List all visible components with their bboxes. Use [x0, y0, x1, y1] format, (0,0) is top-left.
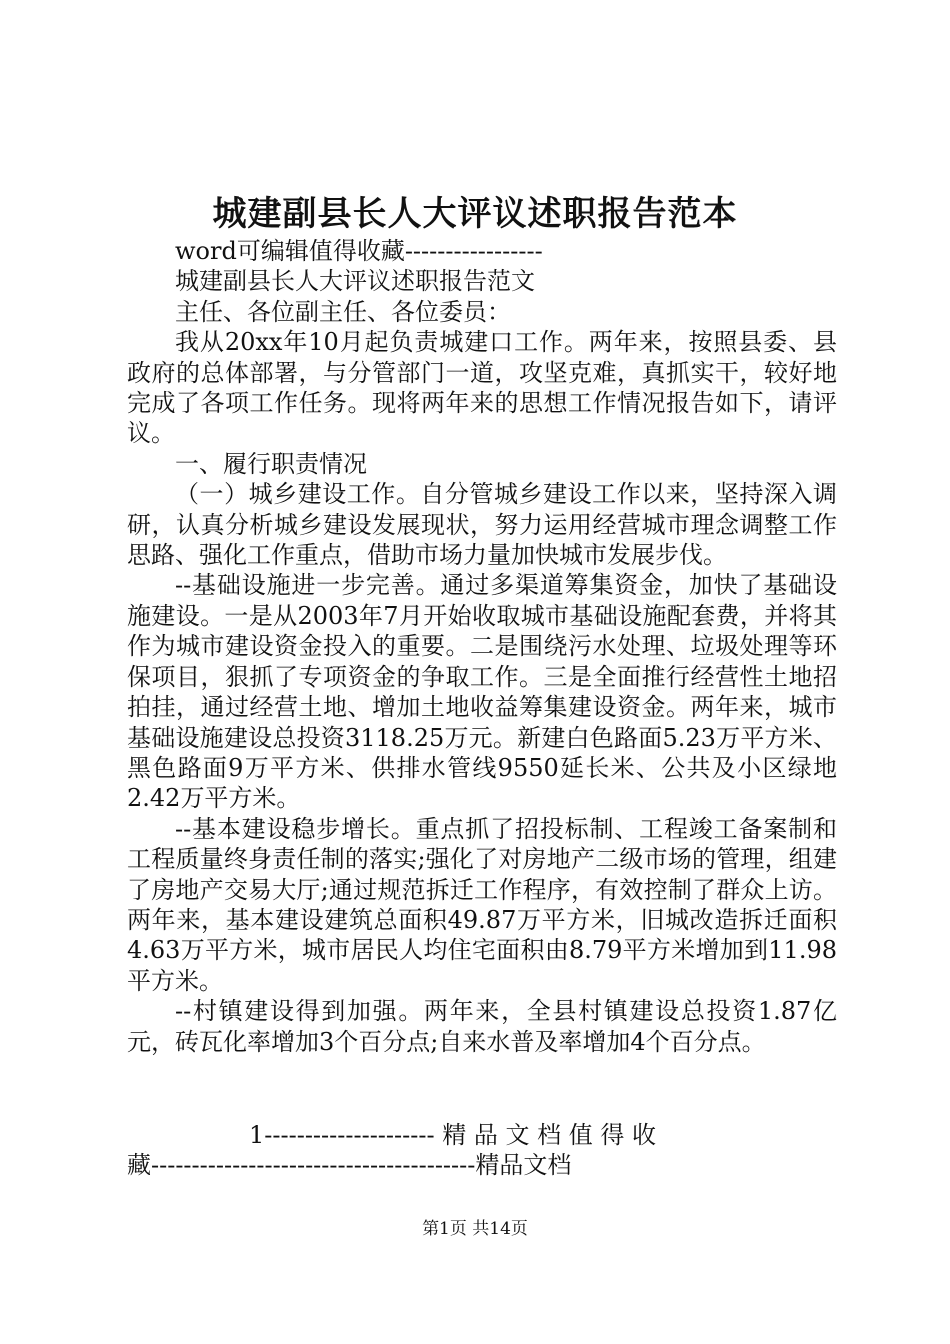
paragraph-basic-construction: --基本建设稳步增长。重点抓了招投标制、工程竣工备案制和工程质量终身责任制的落实;强化了对房地产二级市场的管理，组建了房地产交易大厅;通过规范拆迁工作程序，有效控制了群众上访。两年来，基本建设建筑总面积49.87万平方米，旧城改造拆迁面积4.63万平方米，城市居民人均住宅面积由8.79平方米增加到11.98平方米。 — [127, 814, 837, 995]
salutation: 主任、各位副主任、各位委员： — [175, 297, 511, 326]
footer-watermark-line-2: 藏----------------------------------------精品文档 — [127, 1151, 572, 1179]
document-body — [127, 236, 837, 1057]
document-title: 城建副县长人大评议述职报告范本 — [212, 194, 738, 234]
subtitle-line: 城建副县长人大评议述职报告范文 — [175, 267, 535, 296]
paragraph-infrastructure: --基础设施进一步完善。通过多渠道筹集资金，加快了基础设施建设。一是从2003年7月开始收取城市基础设施配套费，并将其作为城市建设资金投入的重要。二是围绕污水处理、垃圾处理等环保项目，狠抓了专项资金的争取工作。三是全面推行经营性土地招拍挂，通过经营土地、增加土地收益筹集建设资金。两年来，城市基础设施建设总投资3118.25万元。新建白色路面5.23万平方米、黑色路面9万平方米、供排水管线9550延长米、公共及小区绿地2.42万平方米。 — [127, 571, 837, 813]
intro-paragraph: 我从20xx年10月起负责城建口工作。两年来，按照县委、县政府的总体部署，与分管部门一道，攻坚克难，真抓实干，较好地完成了各项工作任务。现将两年来的思想工作情况报告如下，请评议。 — [127, 328, 837, 448]
paragraph-urban-rural: （一）城乡建设工作。自分管城乡建设工作以来，坚持深入调研，认真分析城乡建设发展现状，努力运用经营城市理念调整工作思路、强化工作重点，借助市场力量加快城市发展步伐。 — [127, 480, 837, 570]
section-heading: 一、履行职责情况 — [175, 449, 367, 478]
watermark-line: word可编辑值得收藏----------------- — [175, 237, 543, 265]
paragraph-village-construction: --村镇建设得到加强。两年来，全县村镇建设总投资1.87亿元，砖瓦化率增加3个百分点;自来水普及率增加4个百分点。 — [127, 997, 837, 1056]
page-number: 第1页 共14页 — [422, 1219, 528, 1239]
footer-watermark-line-1: 1--------------------- 精 品 文 档 值 得 收 — [249, 1121, 656, 1149]
